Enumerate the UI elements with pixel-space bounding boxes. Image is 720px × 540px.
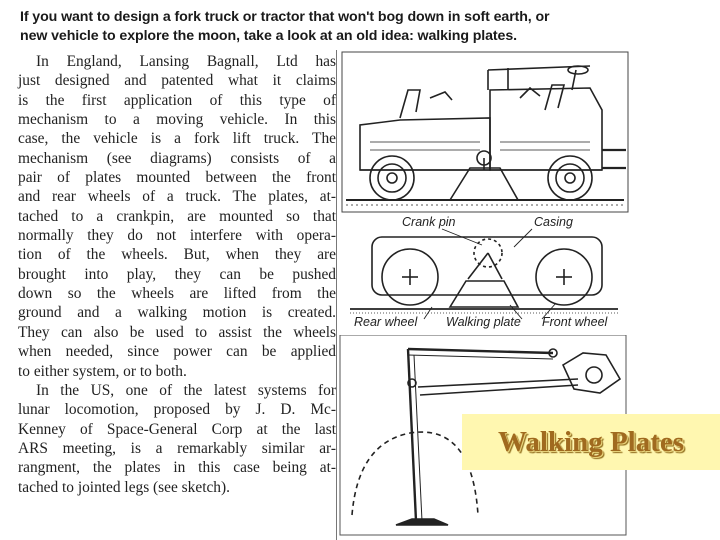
body-line: down so the wheels are lifted from the: [18, 285, 336, 303]
casing-label: Casing: [534, 215, 573, 229]
body-line: rangment, the plates in this case being at-: [18, 459, 336, 477]
body-line: when needed, since power can be applied: [18, 343, 336, 361]
body-line: In the US, one of the latest systems for: [36, 381, 336, 399]
body-line: tion of the wheels. But, when they are: [18, 246, 336, 264]
walking-plate-label: Walking plate: [446, 315, 521, 329]
body-line: normally they do not interfere with opera-: [18, 227, 336, 245]
body-line: tached to jointed legs (see sketch).: [18, 478, 230, 496]
body-line: ground and a walking motion is created.: [18, 304, 336, 322]
fork-lift-truck-illustration: [340, 50, 630, 215]
body-line: case, the vehicle is a fork lift truck. The: [18, 130, 336, 148]
body-line: pair of plates mounted between the front: [18, 169, 336, 187]
column-separator: [336, 50, 337, 540]
headline-line-1: If you want to design a fork truck or tractor that won't bog down in soft earth, or: [20, 9, 550, 25]
body-line: brought into play, they can be pushed: [18, 265, 336, 283]
body-line: just designed and patented what it claims: [18, 72, 336, 90]
rear-wheel-label: Rear wheel: [354, 315, 418, 329]
body-line: They can also be used to assist the wheels: [18, 323, 336, 341]
banner-title: Walking Plates: [497, 426, 685, 458]
body-line: is the first application of this type of: [18, 91, 336, 109]
front-wheel-label: Front wheel: [542, 315, 608, 329]
headline-line-2: new vehicle to explore the moon, take a look at an old idea: walking plates.: [20, 28, 517, 44]
walking-plate-mechanism-diagram: [342, 215, 622, 335]
body-line: ARS meeting, is a remarkably similar ar-: [18, 439, 336, 457]
body-line: In England, Lansing Bagnall, Ltd has: [36, 53, 336, 70]
crank-pin-label: Crank pin: [402, 215, 456, 229]
body-line: lunar locomotion, proposed by J. D. Mc-: [18, 401, 336, 419]
article-body: [18, 52, 336, 497]
body-line: mechanism to a moving vehicle. In this: [18, 111, 336, 129]
body-line: Kenney of Space-General Corp at the last: [18, 420, 336, 438]
title-banner: [462, 414, 720, 470]
body-line: tached to a crankpin, are mounted so that: [18, 207, 336, 225]
body-line: and rear wheels of a truck. The plates, at-: [18, 188, 336, 206]
body-line: to either system, or to both.: [18, 362, 187, 380]
body-line: mechanism (see diagrams) consists of a: [18, 149, 336, 167]
article-headline: [20, 8, 650, 46]
